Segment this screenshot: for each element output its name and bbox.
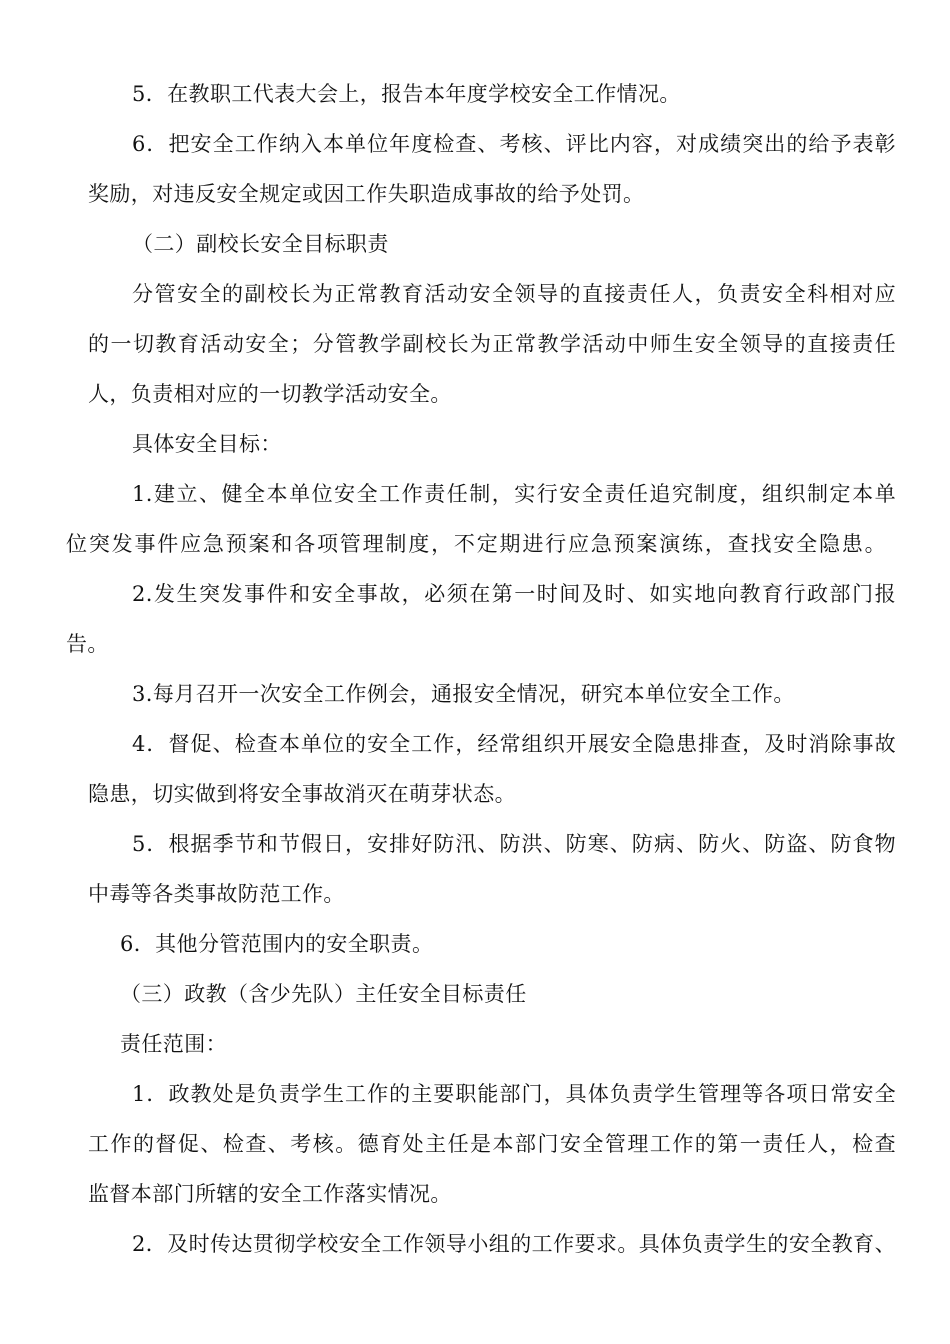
text-line: 5．根据季节和节假日，安排好防汛、防洪、防寒、防病、防火、防盗、防食物 bbox=[132, 832, 896, 856]
text-line: 1．政教处是负责学生工作的主要职能部门，具体负责学生管理等各项日常安全 bbox=[132, 1082, 896, 1106]
text-line: 4．督促、检查本单位的安全工作，经常组织开展安全隐患排查，及时消除事故 bbox=[132, 732, 896, 756]
text-line: 1.建立、健全本单位安全工作责任制，实行安全责任追究制度，组织制定本单 bbox=[132, 482, 896, 506]
text-line: 2．及时传达贯彻学校安全工作领导小组的工作要求。具体负责学生的安全教育、 bbox=[132, 1232, 896, 1256]
text-line: 3.每月召开一次安全工作例会，通报安全情况，研究本单位安全工作。 bbox=[132, 682, 795, 706]
text-line: 2.发生突发事件和安全事故，必须在第一时间及时、如实地向教育行政部门报 bbox=[132, 582, 896, 606]
text-line: 5．在教职工代表大会上，报告本年度学校安全工作情况。 bbox=[132, 82, 681, 106]
text-line: 责任范围： bbox=[120, 1032, 227, 1056]
text-line: 位突发事件应急预案和各项管理制度，不定期进行应急预案演练，查找安全隐患。 bbox=[66, 532, 886, 556]
section-heading: （三）政教（含少先队）主任安全目标责任 bbox=[120, 982, 527, 1006]
text-line: 隐患，切实做到将安全事故消灭在萌芽状态。 bbox=[88, 782, 516, 806]
text-line: 人，负责相对应的一切教学活动安全。 bbox=[88, 382, 452, 406]
text-line: 监督本部门所辖的安全工作落实情况。 bbox=[88, 1182, 452, 1206]
section-heading: （二）副校长安全目标职责 bbox=[132, 232, 389, 256]
text-line: 6．把安全工作纳入本单位年度检查、考核、评比内容，对成绩突出的给予表彰 bbox=[132, 132, 896, 156]
text-line: 奖励，对违反安全规定或因工作失职造成事故的给予处罚。 bbox=[88, 182, 645, 206]
text-line: 具体安全目标： bbox=[132, 432, 282, 456]
text-line: 中毒等各类事故防范工作。 bbox=[88, 882, 345, 906]
text-line: 工作的督促、检查、考核。德育处主任是本部门安全管理工作的第一责任人，检查 bbox=[88, 1132, 896, 1156]
text-line: 告。 bbox=[66, 632, 109, 656]
text-line: 6．其他分管范围内的安全职责。 bbox=[120, 932, 434, 956]
text-line: 分管安全的副校长为正常教育活动安全领导的直接责任人，负责安全科相对应 bbox=[132, 282, 896, 306]
text-line: 的一切教育活动安全；分管教学副校长为正常教学活动中师生安全领导的直接责任 bbox=[88, 332, 896, 356]
